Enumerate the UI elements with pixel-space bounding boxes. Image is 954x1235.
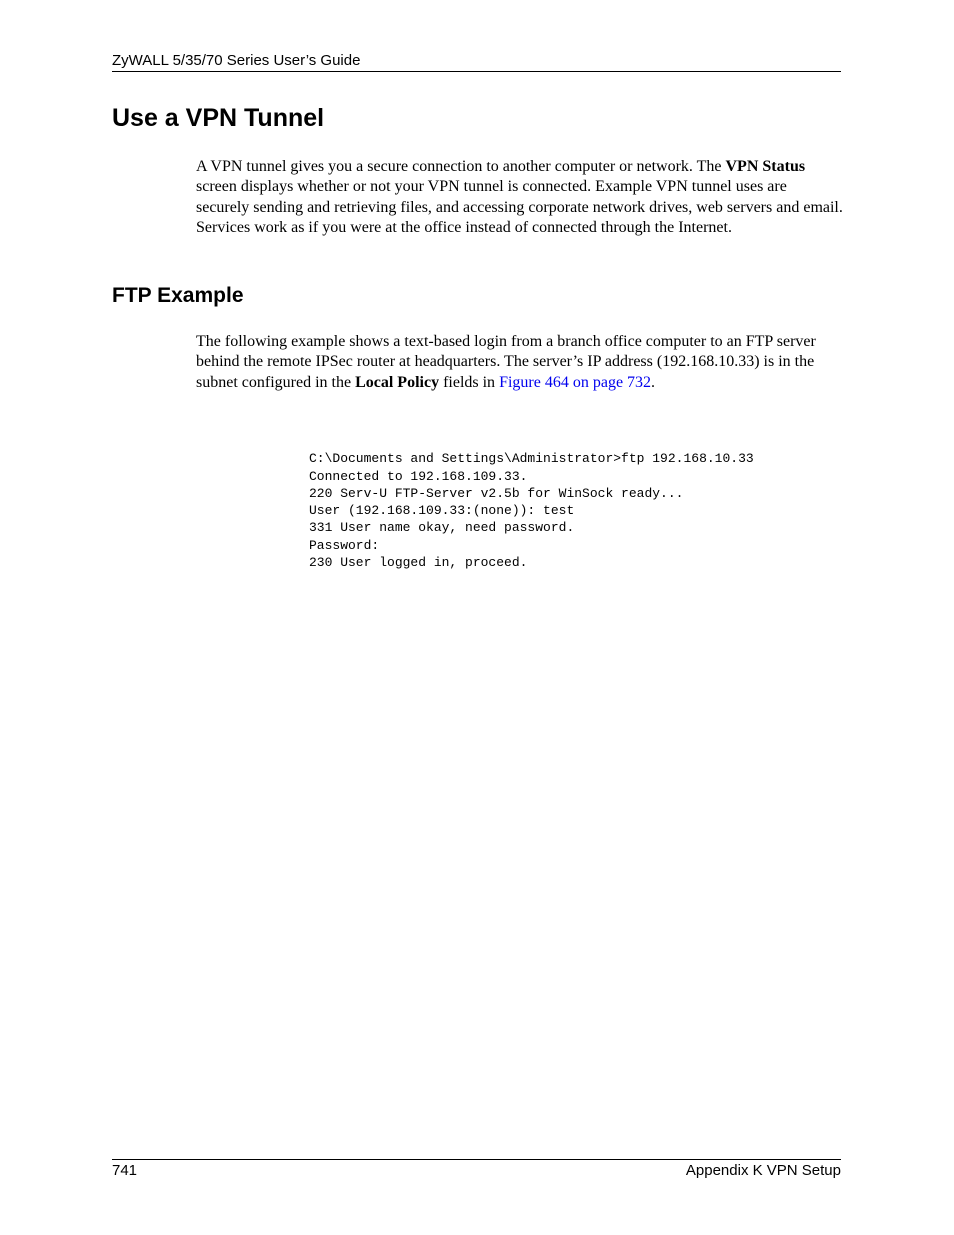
code-line: User (192.168.109.33:(none)): test <box>309 503 575 519</box>
ftp-session-code-block <box>309 433 754 589</box>
figure-reference-link[interactable]: Figure 464 on page 732 <box>499 373 652 391</box>
code-line: Connected to 192.168.109.33. <box>309 468 528 484</box>
page-number: 741 <box>112 1162 138 1179</box>
vpn-status-term: VPN Status <box>725 158 806 175</box>
code-line: 220 Serv-U FTP-Server v2.5b for WinSock ready... <box>309 485 684 501</box>
ftp-paragraph <box>196 332 844 393</box>
code-line: 230 User logged in, proceed. <box>309 555 528 571</box>
intro-paragraph <box>196 157 844 238</box>
code-line: Password: <box>309 537 380 553</box>
local-policy-term: Local Policy <box>355 373 440 391</box>
code-line: C:\Documents and Settings\Administrator>ftp 192.168.10.33 <box>309 451 754 467</box>
subsection-heading: FTP Example <box>112 284 244 307</box>
footer-section-label: Appendix K VPN Setup <box>685 1162 841 1179</box>
intro-text-2: screen displays whether or not your VPN tunnel is connected. Example VPN tunnel uses are securely sending and retrieving files, and accessing corporate network drives, web servers and email. Services work as if you were at the office instead of connected through the Internet. <box>196 178 843 236</box>
running-header-title: ZyWALL 5/35/70 Series User’s Guide <box>112 52 361 69</box>
code-line: 331 User name okay, need password. <box>309 520 575 536</box>
ftp-text-2: fields in <box>439 373 500 391</box>
ftp-text-3: . <box>651 373 656 391</box>
ftp-text-1: The following example shows a text-based login from a branch office computer to an FTP server behind the remote IPSec router at headquarters. The server’s IP address (192.168.10.33) is in the subnet configured in the <box>196 333 816 391</box>
intro-text-1: A VPN tunnel gives you a secure connection to another computer or network. The <box>196 158 726 175</box>
section-heading: Use a VPN Tunnel <box>112 104 325 132</box>
header-divider <box>112 71 841 72</box>
footer-divider <box>112 1159 841 1160</box>
